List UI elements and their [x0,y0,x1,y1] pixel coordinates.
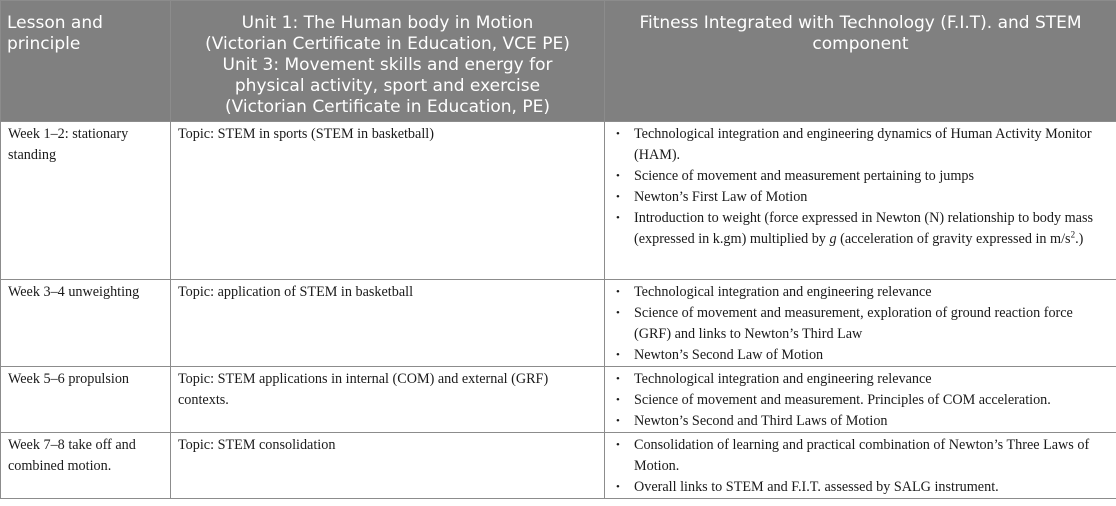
list-item: • Science of movement and measurement. Principles of COM acceleration. [634,390,1109,411]
header-unit-line: (Victorian Certificate in Education, PE) [224,97,550,117]
list-item: • Science of movement and measurement, exploration of ground reaction force (GRF) and links to Newton’s Third Law [634,303,1109,345]
topic-cell: Topic: STEM in sports (STEM in basketball) [171,122,605,280]
topic-cell: Topic: STEM applications in internal (COM) and external (GRF) contexts. [171,367,605,433]
component-cell [605,122,1116,280]
bullet-list [612,282,1109,366]
header-unit-line: Unit 3: Movement skills and energy for [222,55,553,75]
header-unit-line: Unit 1: The Human body in Motion [241,13,534,33]
weight-text: .) [1075,231,1084,247]
list-item: • Technological integration and engineering relevance [634,282,1109,303]
table-row [1,122,1116,280]
bullet-list [612,369,1109,432]
bullet-list [612,435,1109,498]
header-row [1,1,1116,122]
list-item: • Newton’s First Law of Motion [634,187,1109,208]
lesson-cell: Week 1–2: stationary standing [1,122,171,280]
gravity-symbol: g [829,231,837,247]
table-row [1,367,1116,433]
header-fit-stem: Fitness Integrated with Technology (F.I.T). and STEM component [605,1,1116,122]
table-row [1,433,1116,499]
component-cell [605,280,1116,367]
exponent: 2 [1070,229,1076,240]
weight-text: (acceleration of gravity expressed in m/s [836,231,1071,247]
list-item: • Technological integration and engineering dynamics of Human Activity Monitor (HAM). [634,124,1109,166]
list-item: • Newton’s Second Law of Motion [634,345,1109,366]
lesson-cell: Week 7–8 take off and combined motion. [1,433,171,499]
list-item: • Technological integration and engineering relevance [634,369,1109,390]
header-lesson: Lesson and principle [1,1,171,122]
list-item: • Consolidation of learning and practical combination of Newton’s Three Laws of Motion. [634,435,1109,477]
header-unit-line: (Victorian Certificate in Education, VCE PE) [205,34,570,54]
topic-cell: Topic: application of STEM in basketball [171,280,605,367]
component-cell [605,367,1116,433]
bullet-list [612,124,1109,250]
weight-text: Introduction to weight (force expressed in Newton (N) relationship to body mass (expressed in k.gm) multiplied by [634,210,1094,247]
list-item: • Science of movement and measurement pertaining to jumps [634,166,1109,187]
list-item: • Overall links to STEM and F.I.T. assessed by SALG instrument. [634,477,1109,498]
lesson-cell: Week 3–4 unweighting [1,280,171,367]
component-cell [605,433,1116,499]
table-row [1,280,1116,367]
header-unit [171,1,605,122]
list-item: • Newton’s Second and Third Laws of Motion [634,411,1109,432]
lesson-cell: Week 5–6 propulsion [1,367,171,433]
topic-cell: Topic: STEM consolidation [171,433,605,499]
list-item [634,208,1109,250]
header-unit-line: physical activity, sport and exercise [234,76,541,96]
